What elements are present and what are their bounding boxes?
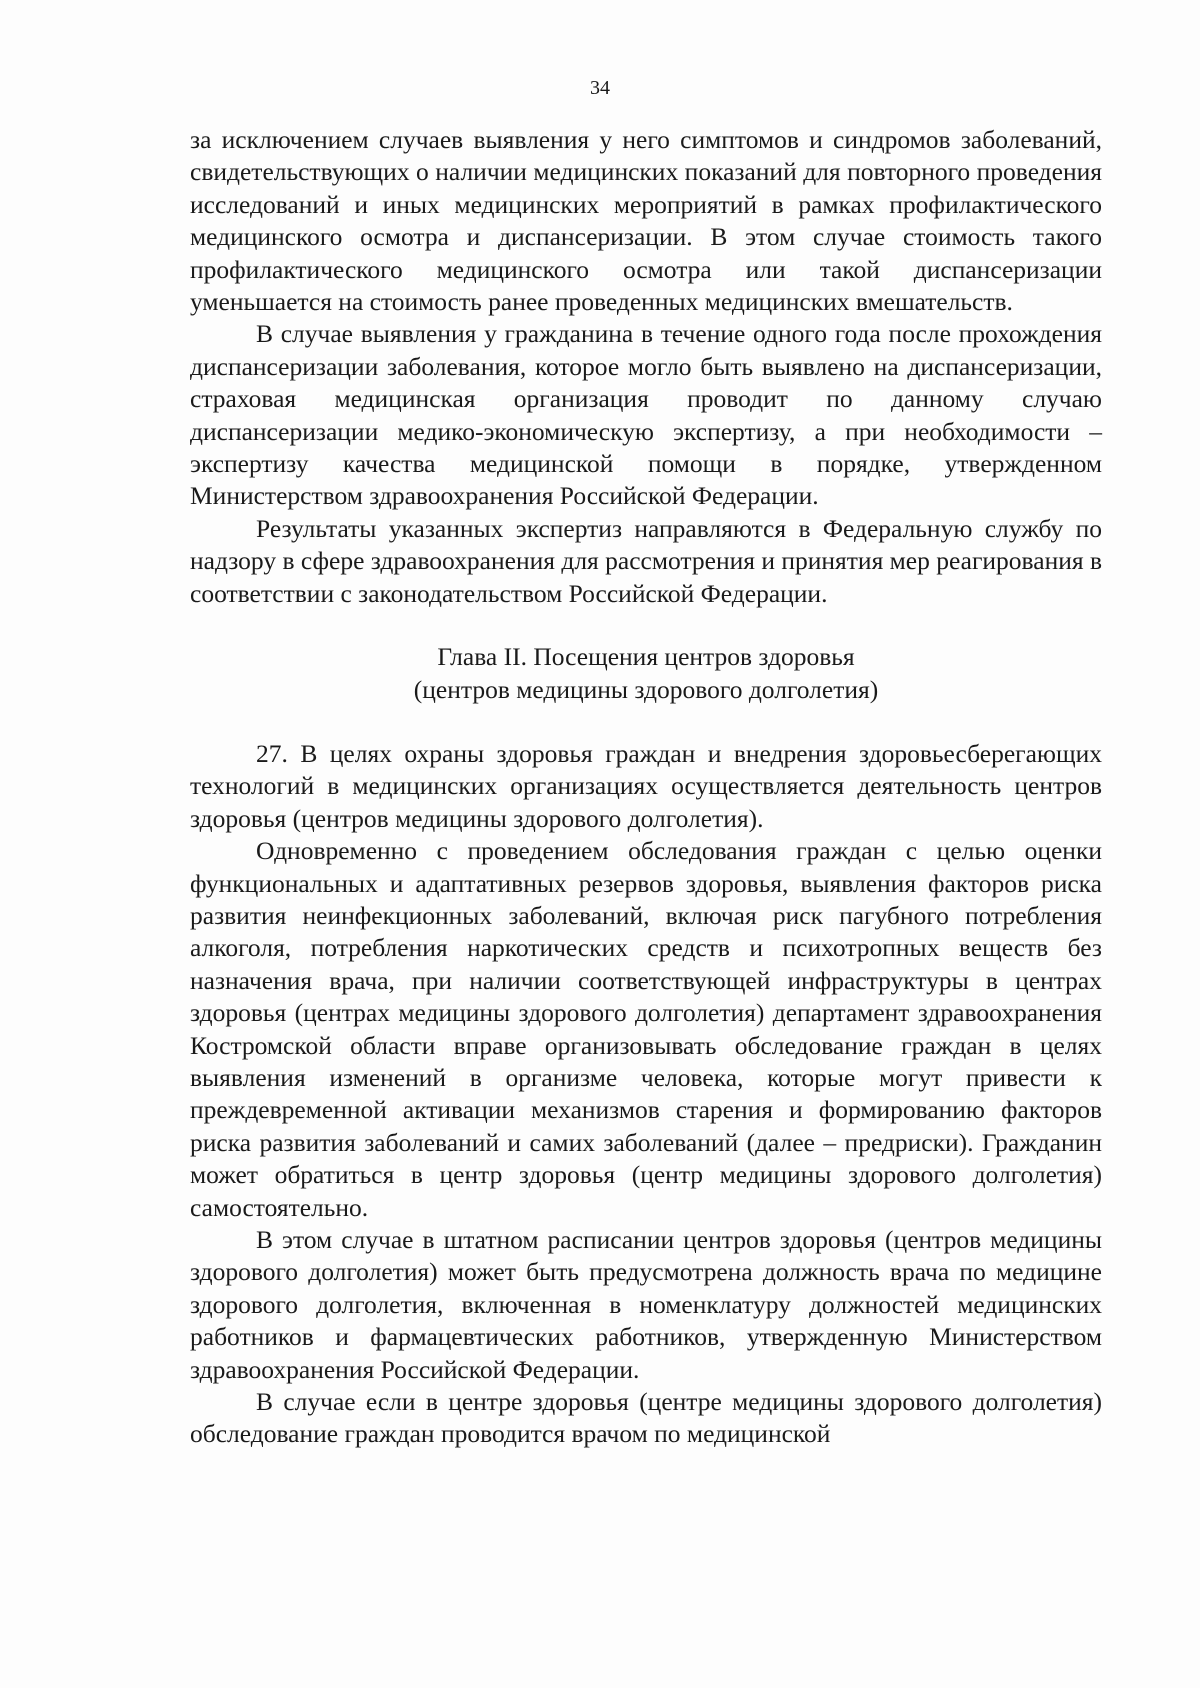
paragraph-examination: Одновременно с проведением обследования граждан с целью оценки функциональных и адаптативных резервов здоровья, выявления факторов риска развития неинфекционных заболеваний, включая риск пагубного потребления алкоголя, потребления наркотических средств и психотропных веществ без назначения врача, при наличии соответствующей инфраструктуры в центрах здоровья (центрах медицины здорового долголетия) департамент здравоохранения Костромской области вправе организовывать обследование граждан в целях выявления изменений в организме человека, которые могут привести к преждевременной активации механизмов старения и формированию факторов риска развития заболеваний и самих заболеваний (далее – предриски). Гражданин может обратиться в центр здоровья (центр медицины здорового долголетия) самостоятельно.	[190, 836, 1102, 1222]
paragraph-continuation: за исключением случаев выявления у него симптомов и синдромов заболеваний, свидетельствующих о наличии медицинских показаний для повторного проведения исследований и иных медицинских мероприятий в рамках профилактического медицинского осмотра и диспансеризации. В этом случае стоимость такого профилактического медицинского осмотра или такой диспансеризации уменьшается на стоимость ранее проведенных медицинских вмешательств.	[190, 125, 1102, 317]
chapter-subtitle: (центров медицины здорового долголетия)	[413, 674, 879, 704]
paragraph-expertise-results: Результаты указанных экспертиз направляются в Федеральную службу по надзору в сфере здравоохранения для рассмотрения и принятия мер реагирования в соответствии с законодательством Российской Федерации.	[190, 513, 1103, 608]
paragraph-doctor-examination: В случае если в центре здоровья (центре медицины здорового долголетия) обследование граждан проводится врачом по медицинской	[190, 1387, 1102, 1449]
chapter-title: Глава II. Посещения центров здоровья	[437, 642, 855, 672]
paragraph-revealed-disease: В случае выявления у гражданина в течение одного года после прохождения диспансеризации заболевания, которое могло быть выявлено на диспансеризации, страховая медицинская организация проводит по данному случаю диспансеризации медико-экономическую экспертизу, а при необходимости – экспертизу качества медицинской помощи в порядке, утвержденном Министерством здравоохранения Российской Федерации.	[190, 319, 1102, 511]
paragraph-item-27: 27. В целях охраны здоровья граждан и внедрения здоровьесберегающих технологий в медицинских организациях осуществляется деятельность центров здоровья (центров медицины здорового долголетия).	[190, 738, 1102, 833]
paragraph-staffing: В этом случае в штатном расписании центров здоровья (центров медицины здорового долголетия) может быть предусмотрена должность врача по медицине здорового долголетия, включенная в номенклатуру должностей медицинских работников и фармацевтических работников, утвержденную Министерством здравоохранения Российской Федерации.	[190, 1225, 1102, 1384]
document-body	[190, 124, 1102, 1451]
page-number: 34	[590, 77, 610, 99]
chapter-heading	[190, 641, 1102, 706]
